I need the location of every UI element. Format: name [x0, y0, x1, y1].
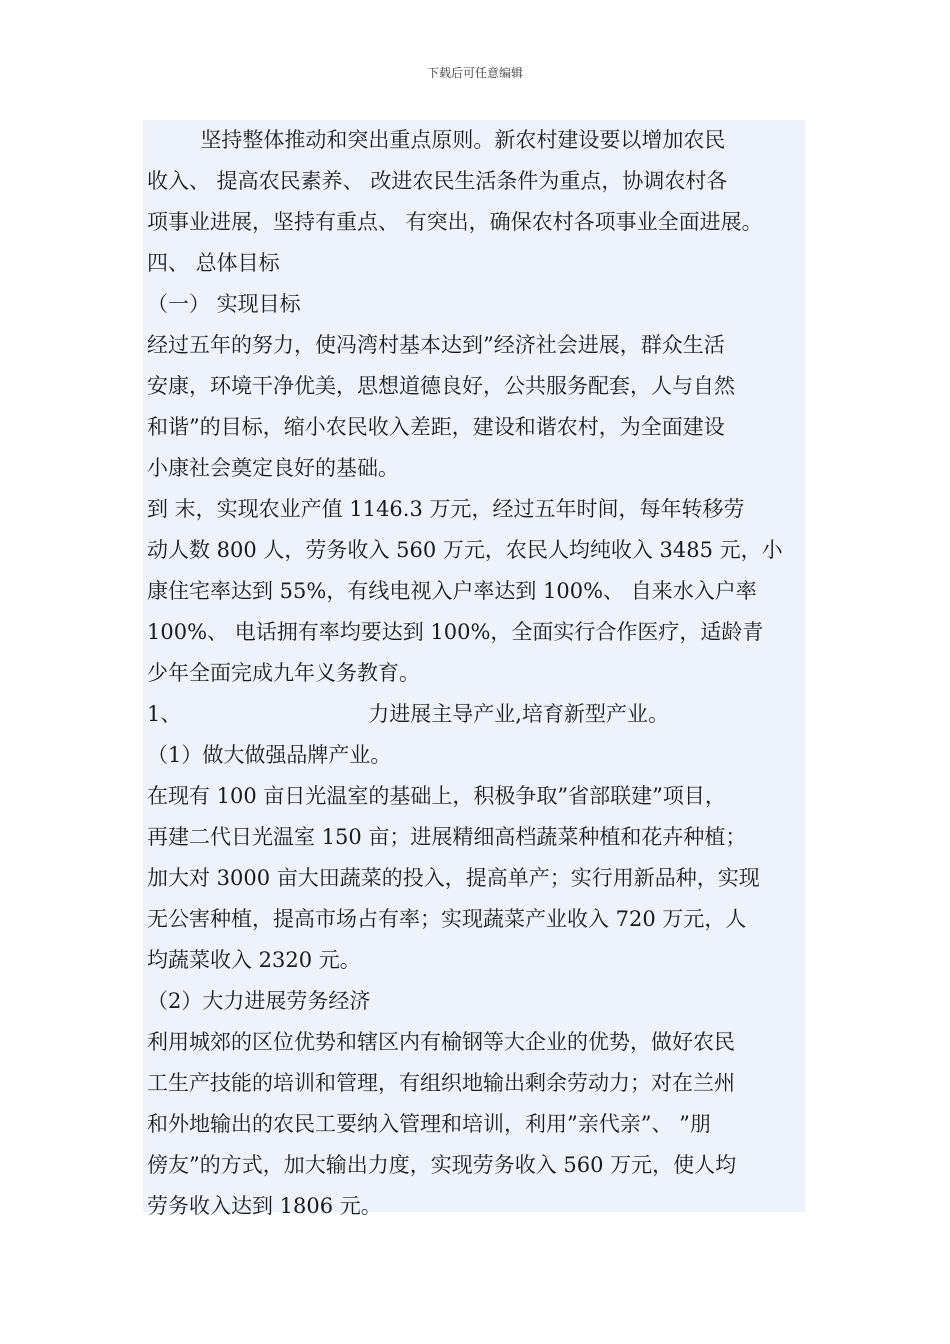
body-line: 项事业进展，坚持有重点、 有突出，确保农村各项事业全面进展。	[147, 210, 763, 234]
subsection-heading: （1）做大做强品牌产业。	[147, 743, 392, 767]
body-line: 100%、 电话拥有率均要达到 100%，全面实行合作医疗，适龄青	[147, 620, 764, 644]
body-line: 工生产技能的培训和管理，有组织地输出剩余劳动力；对在兰州	[147, 1071, 735, 1095]
subsection-heading: （一） 实现目标	[147, 292, 301, 316]
numbered-heading: 1、 力进展主导产业,培育新型产业。	[147, 702, 669, 726]
body-line: 均蔬菜收入 2320 元。	[147, 948, 361, 972]
page-header: 下载后可任意编辑	[426, 66, 523, 80]
body-line: 动人数 800 人，劳务收入 560 万元，农民人均纯收入 3485 元，小	[147, 538, 783, 562]
body-line: 利用城郊的区位优势和辖区内有榆钢等大企业的优势，做好农民	[147, 1030, 735, 1054]
body-line: 安康，环境干净优美，思想道德良好，公共服务配套，人与自然	[147, 374, 735, 398]
body-line: 到 末，实现农业产值 1146.3 万元，经过五年时间，每年转移劳	[147, 497, 745, 521]
body-line: 无公害种植，提高市场占有率；实现蔬菜产业收入 720 万元，人	[147, 907, 747, 931]
body-line: 加大对 3000 亩大田蔬菜的投入，提高单产；实行用新品种，实现	[147, 866, 760, 890]
section-heading: 四、 总体目标	[147, 251, 280, 275]
body-line: 在现有 100 亩日光温室的基础上，积极争取”省部联建”项目，	[147, 784, 726, 808]
body-line: 收入、 提高农民素养、 改进农民生活条件为重点，协调农村各	[147, 169, 728, 193]
body-line: 再建二代日光温室 150 亩；进展精细高档蔬菜种植和花卉种植；	[147, 825, 747, 849]
body-line: 小康社会奠定良好的基础。	[147, 456, 399, 480]
body-line: 和谐”的目标，缩小农民收入差距，建设和谐农村，为全面建设	[147, 415, 725, 439]
body-line: 少年全面完成九年义务教育。	[147, 661, 420, 685]
body-line: 经过五年的努力，使冯湾村基本达到”经济社会进展，群众生活	[147, 333, 725, 357]
body-line: 康住宅率达到 55%，有线电视入户率达到 100%、 自来水入户率	[147, 579, 757, 603]
body-line: 和外地输出的农民工要纳入管理和培训，利用”亲代亲”、 ”朋	[147, 1112, 711, 1136]
body-line: 傍友”的方式，加大输出力度，实现劳务收入 560 万元，使人均	[147, 1153, 737, 1177]
body-line: 劳务收入达到 1806 元。	[147, 1194, 382, 1218]
document-body	[143, 120, 805, 1218]
body-line: 坚持整体推动和突出重点原则。新农村建设要以增加农民	[147, 128, 726, 152]
subsection-heading: （2）大力进展劳务经济	[147, 989, 371, 1013]
